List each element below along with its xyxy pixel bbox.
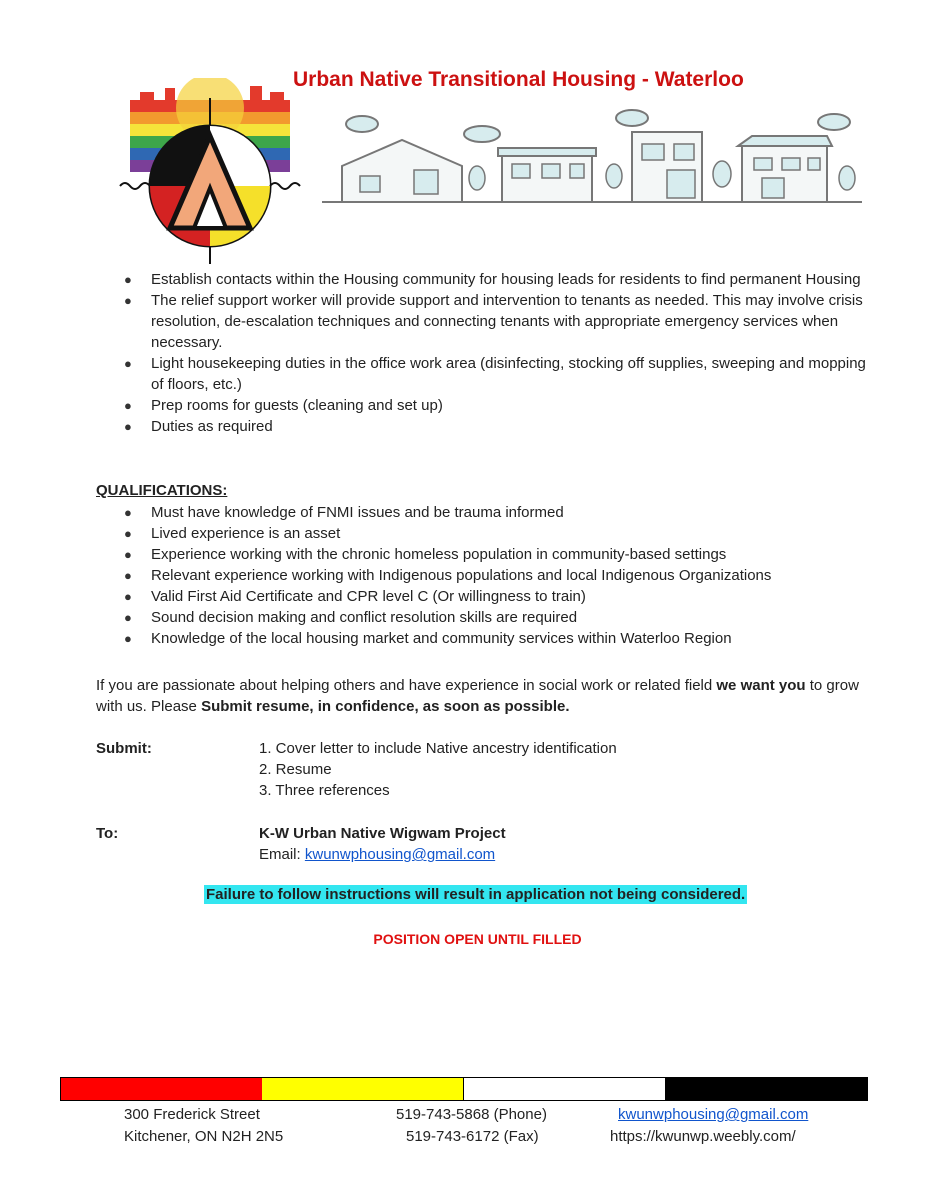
duties-list <box>96 269 866 437</box>
color-bar-red <box>61 1078 262 1100</box>
color-bar-white <box>463 1078 666 1100</box>
list-item: ● Duties as required <box>124 418 273 435</box>
list-item: ● Relevant experience working with Indigenous populations and local Indigenous Organizations <box>124 567 772 584</box>
warning-notice: Failure to follow instructions will result in application not being considered. <box>206 886 746 903</box>
list-item: ● Sound decision making and conflict resolution skills are required <box>124 609 578 626</box>
color-bar <box>60 1077 868 1101</box>
list-item: ● Must have knowledge of FNMI issues and be trauma informed <box>124 504 564 521</box>
list-item: ● Prep rooms for guests (cleaning and set up) <box>124 397 443 414</box>
organization-name: K-W Urban Native Wigwam Project <box>259 825 506 842</box>
bullet-icon: ● <box>124 398 132 413</box>
page-title: Urban Native Transitional Housing - Waterloo <box>293 68 744 91</box>
list-item: ● The relief support worker will provide support and intervention to tenants as needed. This may involve crisis resolution, de-escalation techniques and connecting tenants with appropriate emergency services when necessary. <box>124 292 863 351</box>
email-line: Email: kwunwphousing@gmail.com <box>259 846 496 863</box>
list-item: ● Light housekeeping duties in the office work area (disinfecting, stocking off supplies, sweeping and mopping of floors, etc.) <box>124 355 866 393</box>
footer-email-link[interactable]: kwunwphousing@gmail.com <box>618 1106 809 1123</box>
position-open-notice: POSITION OPEN UNTIL FILLED <box>373 931 582 947</box>
footer-address-2: Kitchener, ON N2H 2N5 <box>124 1128 284 1145</box>
list-item: ● Establish contacts within the Housing community for housing leads for residents to find permanent Housing <box>124 271 861 288</box>
bullet-icon: ● <box>124 568 132 583</box>
color-bar-black <box>666 1078 867 1100</box>
bullet-icon: ● <box>124 293 132 308</box>
submit-item: 3. Three references <box>259 782 390 799</box>
closing-paragraph: If you are passionate about helping others and have experience in social work or related field we want you to grow with us. Please Submit resume, in confidence, as soon as possible. <box>96 677 859 715</box>
list-item: ● Lived experience is an asset <box>124 525 341 542</box>
bullet-icon: ● <box>124 526 132 541</box>
bullet-icon: ● <box>124 547 132 562</box>
list-item: ● Knowledge of the local housing market and community services within Waterloo Region <box>124 630 732 647</box>
submit-item: 2. Resume <box>259 761 332 778</box>
footer-phone: 519-743-5868 (Phone) <box>396 1106 547 1123</box>
houses-illustration <box>322 104 867 204</box>
qualifications-list <box>96 502 866 649</box>
qualifications-heading: QUALIFICATIONS: <box>96 482 228 499</box>
bullet-icon: ● <box>124 631 132 646</box>
footer-website: https://kwunwp.weebly.com/ <box>610 1128 796 1145</box>
bullet-icon: ● <box>124 589 132 604</box>
bullet-icon: ● <box>124 356 132 371</box>
bullet-icon: ● <box>124 272 132 287</box>
submit-label: Submit: <box>96 740 152 757</box>
footer-address-1: 300 Frederick Street <box>124 1106 260 1123</box>
list-item: ● Valid First Aid Certificate and CPR level C (Or willingness to train) <box>124 588 586 605</box>
medicine-wheel-logo <box>110 78 310 268</box>
footer-fax: 519-743-6172 (Fax) <box>406 1128 539 1145</box>
color-bar-yellow <box>262 1078 463 1100</box>
bullet-icon: ● <box>124 419 132 434</box>
list-item: ● Experience working with the chronic homeless population in community-based settings <box>124 546 727 563</box>
submit-item: 1. Cover letter to include Native ancestry identification <box>259 740 617 757</box>
email-link[interactable]: kwunwphousing@gmail.com <box>304 846 496 863</box>
bullet-icon: ● <box>124 610 132 625</box>
to-label: To: <box>96 825 119 842</box>
bullet-icon: ● <box>124 505 132 520</box>
